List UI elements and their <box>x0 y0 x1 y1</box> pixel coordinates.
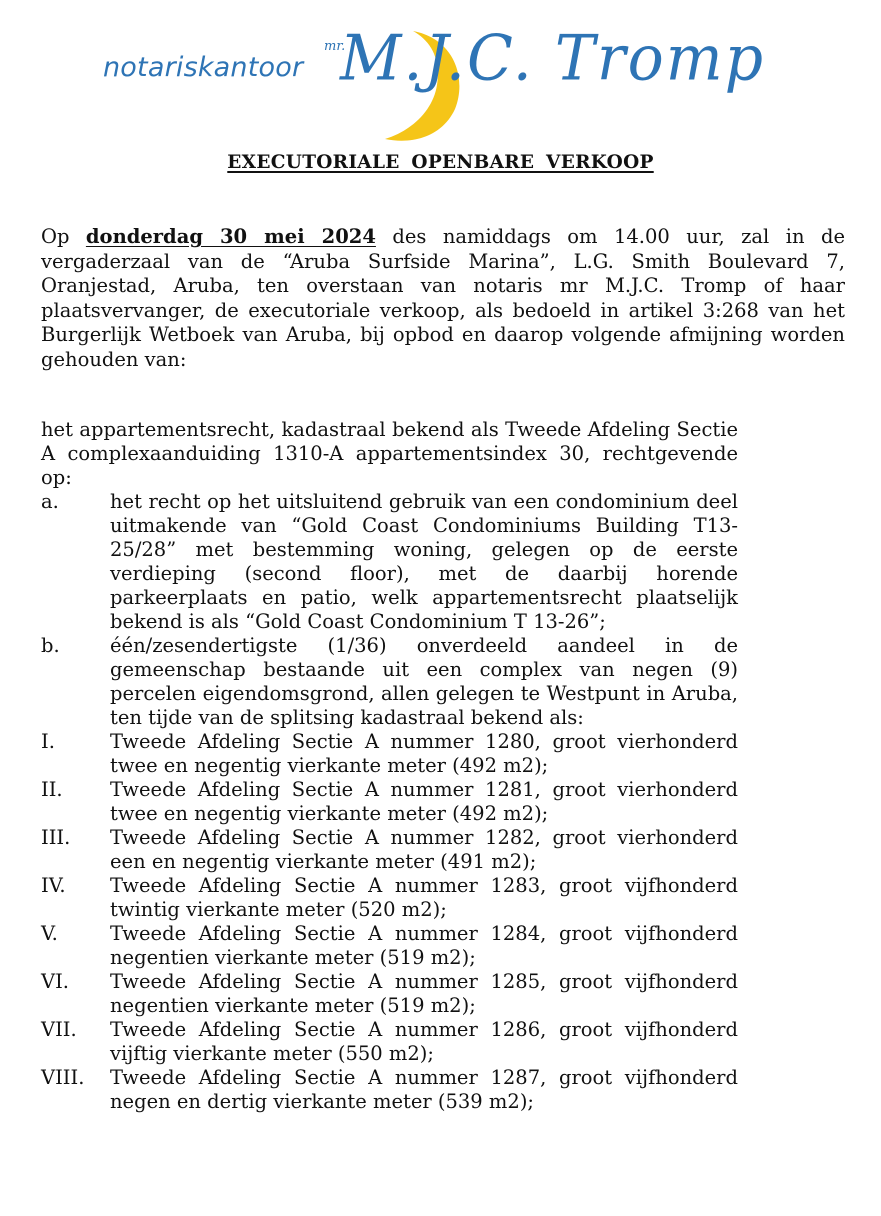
property-items-list <box>41 490 738 1114</box>
item-marker: VI. <box>41 970 69 993</box>
item-text: Tweede Afdeling Sectie A nummer 1282, groot vierhonderd een en negentig vierkante meter (491 m2); <box>110 826 738 873</box>
item-marker: III. <box>41 826 71 849</box>
notary-logo <box>95 12 775 142</box>
item-text: Tweede Afdeling Sectie A nummer 1284, groot vijfhonderd negentien vierkante meter (519 m2); <box>110 922 738 969</box>
list-item <box>41 970 738 1018</box>
item-text: Tweede Afdeling Sectie A nummer 1281, groot vierhonderd twee en negentig vierkante meter (492 m2); <box>110 778 738 825</box>
item-marker: V. <box>41 922 58 945</box>
title-text: EXECUTORIALE OPENBARE VERKOOP <box>227 152 654 173</box>
list-item <box>41 826 738 874</box>
list-item <box>41 874 738 922</box>
item-marker: II. <box>41 778 63 801</box>
item-text: één/zesendertigste (1/36) onverdeeld aandeel in de gemeenschap bestaande uit een complex van negen (9) percelen eigendomsgrond, allen gelegen te Westpunt in Aruba, ten tijde van de splitsing kadastraal bekend als: <box>110 634 738 729</box>
property-intro: het appartementsrecht, kadastraal bekend als Tweede Afdeling Sectie A complexaanduiding 1310-A appartementsindex 30, rechtgevende op: <box>41 418 738 489</box>
item-marker: a. <box>41 490 59 513</box>
list-item <box>41 1066 738 1114</box>
property-description <box>41 418 738 1114</box>
item-text: Tweede Afdeling Sectie A nummer 1285, groot vijfhonderd negentien vierkante meter (519 m2); <box>110 970 738 1017</box>
item-text: het recht op het uitsluitend gebruik van een condominium deel uitmakende van “Gold Coast Condominiums Building T13-25/28” met bestemming woning, gelegen op de eerste verdieping (second floor), met de daarbij horende parkeerplaats en patio, welk appartementsrecht plaatselijk bekend is als “Gold Coast Condominium T 13-26”; <box>110 490 738 633</box>
item-text: Tweede Afdeling Sectie A nummer 1280, groot vierhonderd twee en negentig vierkante meter (492 m2); <box>110 730 738 777</box>
intro-lead: Op <box>41 225 86 248</box>
list-item <box>41 922 738 970</box>
item-marker: VIII. <box>41 1066 85 1089</box>
list-item <box>41 634 738 730</box>
intro-paragraph <box>41 225 845 372</box>
list-item <box>41 778 738 826</box>
logo-prefix: mr. <box>324 39 346 54</box>
list-item <box>41 490 738 634</box>
logo-office-text: notariskantoor <box>103 52 304 83</box>
list-item <box>41 1018 738 1066</box>
intro-rest: des namiddags om 14.00 uur, zal in de vergaderzaal van de “Aruba Surfside Marina”, L.G. Smith Boulevard 7, Oranjestad, Aruba, ten overstaan van notaris mr M.J.C. Tromp of haar plaatsvervanger, de executoriale verkoop, als bedoeld in artikel 3:268 van het Burgerlijk Wetboek van Aruba, bij opbod en daarop volgende afmijning worden gehouden van: <box>41 225 845 371</box>
auction-date: donderdag 30 mei 2024 <box>85 225 376 248</box>
item-marker: b. <box>41 634 60 657</box>
logo-name: M.J.C. Tromp <box>340 22 766 96</box>
list-item <box>41 730 738 778</box>
item-text: Tweede Afdeling Sectie A nummer 1283, groot vijfhonderd twintig vierkante meter (520 m2); <box>110 874 738 921</box>
item-text: Tweede Afdeling Sectie A nummer 1287, groot vijfhonderd negen en dertig vierkante meter (539 m2); <box>110 1066 738 1113</box>
document-title <box>0 152 881 173</box>
item-text: Tweede Afdeling Sectie A nummer 1286, groot vijfhonderd vijftig vierkante meter (550 m2); <box>110 1018 738 1065</box>
item-marker: VII. <box>41 1018 77 1041</box>
item-marker: I. <box>41 730 55 753</box>
item-marker: IV. <box>41 874 66 897</box>
